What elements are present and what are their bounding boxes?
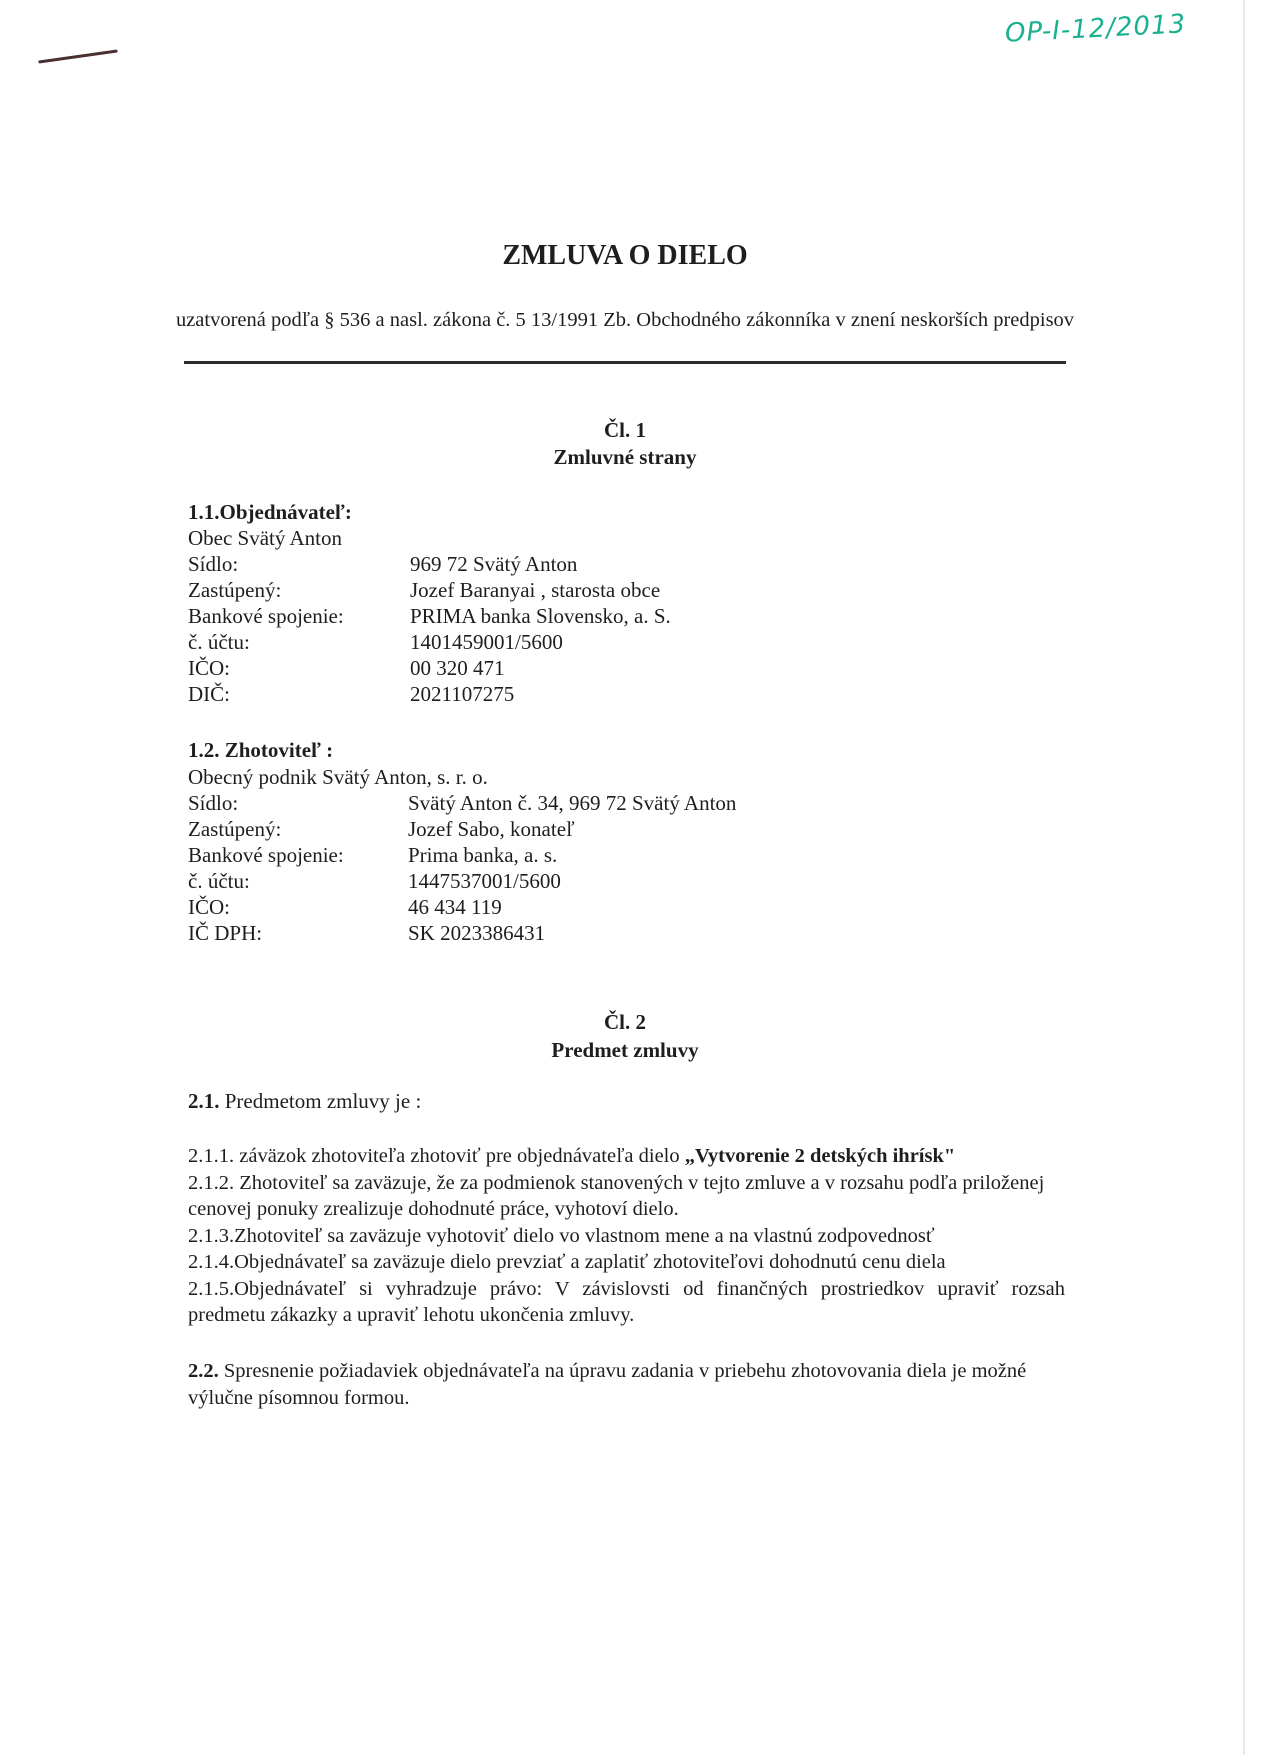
- party1-row: [188, 681, 514, 707]
- section-2-1-items: [188, 1143, 1065, 1329]
- field-label: č. účtu:: [188, 630, 250, 654]
- clause-2-1-4: 2.1.4.Objednávateľ sa zaväzuje dielo prevziať a zaplatiť zhotoviteľovi dohodnutú cenu diela: [188, 1251, 946, 1273]
- field-label: IČO:: [188, 656, 230, 680]
- field-label: Zastúpený:: [188, 817, 282, 841]
- field-label: č. účtu:: [188, 869, 250, 893]
- project-name: „Vytvorenie 2 detských ihrísk": [684, 1145, 956, 1167]
- party2-row: [188, 790, 736, 816]
- party1-row: [188, 551, 577, 577]
- section-number: 2.1.: [188, 1089, 220, 1113]
- field-value: 00 320 471: [410, 656, 505, 680]
- clause-2-1-1: [188, 1143, 1065, 1170]
- clause-text: 2.1.1. záväzok zhotoviteľa zhotoviť pre objednávateľa dielo: [188, 1145, 685, 1167]
- field-value: Jozef Baranyai , starosta obce: [410, 578, 661, 602]
- party2-row: [188, 894, 502, 920]
- field-label: IČO:: [188, 895, 230, 919]
- document-title: ZMLUVA O DIELO: [502, 240, 748, 271]
- party2-row: [188, 842, 557, 868]
- party2-heading: 1.2. Zhotoviteľ :: [188, 738, 334, 762]
- party1-name: Obec Svätý Anton: [188, 526, 342, 550]
- party1-row: [188, 655, 505, 681]
- article2-number: Čl. 2: [604, 1010, 646, 1034]
- field-value: 1401459001/5600: [410, 630, 563, 654]
- party1-row: [188, 603, 671, 629]
- field-value: Jozef Sabo, konateľ: [408, 817, 575, 841]
- field-label: Sídlo:: [188, 552, 239, 576]
- field-value: 969 72 Svätý Anton: [410, 552, 578, 576]
- field-value: PRIMA banka Slovensko, a. S.: [410, 604, 671, 628]
- section-text: Spresnenie požiadaviek objednávateľa na úpravu zadania v priebehu zhotovovania diela je možné výlučne písomnou formou.: [188, 1360, 1027, 1409]
- party1-row: [188, 577, 660, 603]
- clause-2-1-3: 2.1.3.Zhotoviteľ sa zaväzuje vyhotoviť dielo vo vlastnom mene a na vlastnú zodpovednosť: [188, 1224, 935, 1247]
- clause-2-1-2: 2.1.2. Zhotoviteľ sa zaväzuje, že za podmienok stanovených v tejto zmluve a v rozsahu podľa priloženej cenovej ponuky zrealizuje dohodnuté práce, vyhotoví dielo.: [188, 1171, 1045, 1220]
- field-label: IČ DPH:: [188, 921, 263, 945]
- section-2-2-text: [188, 1358, 1065, 1411]
- field-label: DIČ:: [188, 682, 230, 706]
- section-2-2: [188, 1358, 1065, 1411]
- article1-number: Čl. 1: [604, 418, 646, 442]
- field-value: SK 2023386431: [408, 921, 546, 945]
- scan-pen-mark: [38, 49, 118, 63]
- field-label: Bankové spojenie:: [188, 843, 344, 867]
- handwritten-registry-number: OP-I-12/2013: [1004, 9, 1187, 49]
- section-2-1: [188, 1088, 421, 1114]
- field-label: Bankové spojenie:: [188, 604, 344, 628]
- party2-row: [188, 816, 575, 842]
- article2-heading: Predmet zmluvy: [551, 1038, 699, 1062]
- field-value: Prima banka, a. s.: [408, 843, 558, 867]
- party1-heading: 1.1.Objednávateľ:: [188, 500, 352, 524]
- field-value: 1447537001/5600: [408, 869, 561, 893]
- party2-row: [188, 868, 561, 894]
- party2-name: Obecný podnik Svätý Anton, s. r. o.: [188, 765, 488, 789]
- section-number: 2.2.: [188, 1360, 219, 1382]
- document-subtitle: uzatvorená podľa § 536 a nasl. zákona č. 5 13/1991 Zb. Obchodného zákonníka v znení neskorších predpisov: [175, 309, 1075, 331]
- title-divider: [184, 361, 1066, 364]
- article1-heading: Zmluvné strany: [553, 445, 697, 469]
- field-value: Svätý Anton č. 34, 969 72 Svätý Anton: [408, 791, 737, 815]
- section-text: Predmetom zmluvy je :: [219, 1089, 422, 1113]
- field-value: 46 434 119: [408, 895, 502, 919]
- party2-row: [188, 920, 545, 946]
- field-label: Sídlo:: [188, 791, 239, 815]
- field-value: 2021107275: [410, 682, 515, 706]
- field-label: Zastúpený:: [188, 578, 282, 602]
- clause-2-1-5: 2.1.5.Objednávateľ si vyhradzuje právo: V závislovsti od finančných prostriedkov upraviť rozsah predmetu zákazky a upraviť lehotu ukončenia zmluvy.: [188, 1277, 1065, 1326]
- party1-row: [188, 629, 563, 655]
